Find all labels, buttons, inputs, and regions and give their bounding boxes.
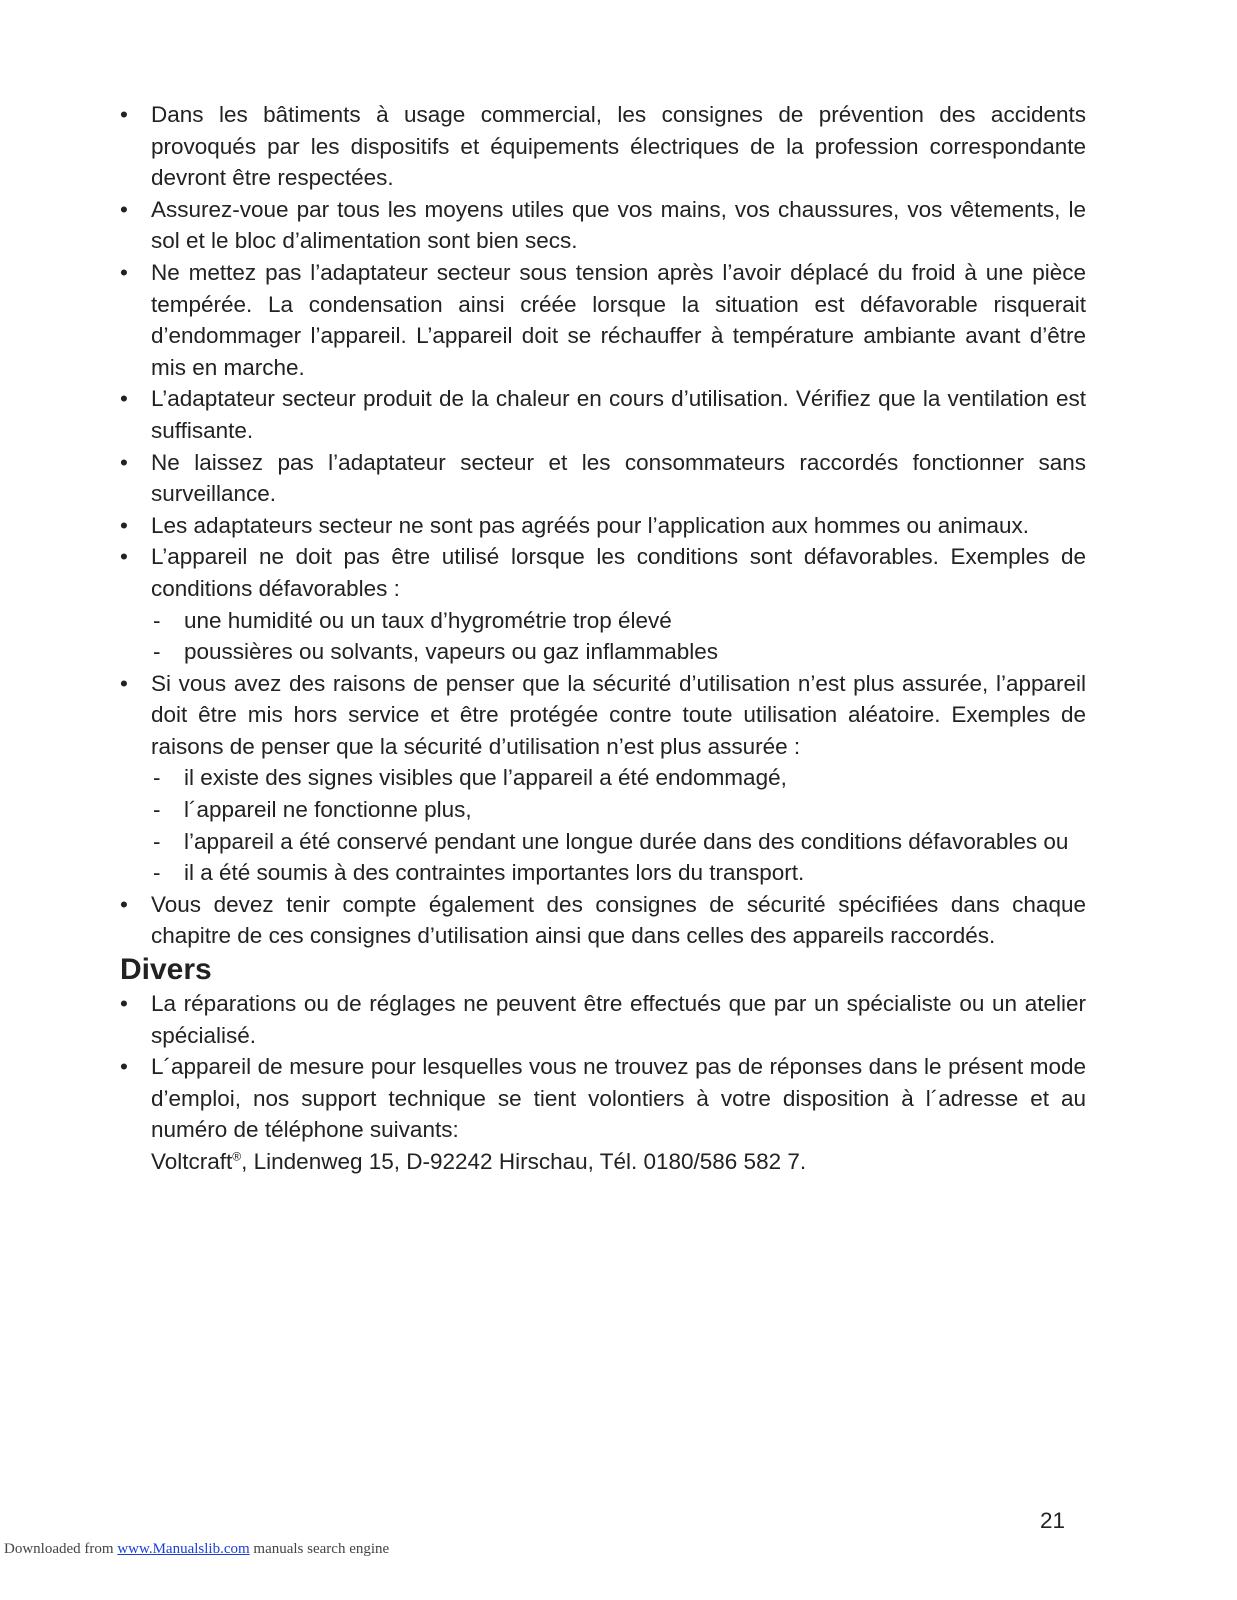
safety-item: • Assurez-voue par tous les moyens utiles que vos mains, vos chaussures, vos vêtements, le sol et le bloc d’alimentation sont bien secs. xyxy=(118,194,1086,257)
safety-item: • Les adaptateurs secteur ne sont pas agréés pour l’application aux hommes ou animaux. xyxy=(118,510,1086,542)
out-of-service-intro: • Si vous avez des raisons de penser que la sécurité d’utilisation n’est plus assurée, l’appareil doit être mis hors service et être protégée contre toute utilisation aléatoire. Exemples de raisons de penser que la sécurité d’utilisation n’est plus assurée : xyxy=(151,670,1086,759)
divers-list xyxy=(118,988,1086,1178)
safety-item: • Vous devez tenir compte également des consignes de sécurité spécifiées dans chaque chapitre de ces consignes d’utilisation ainsi que dans celles des appareils raccordés. xyxy=(118,889,1086,952)
contact-address: , Lindenweg 15, D-92242 Hirschau, Tél. 0180/586 582 7. xyxy=(241,1149,807,1174)
condition-subitem: - poussières ou solvants, vapeurs ou gaz inflammables xyxy=(151,636,1086,668)
out-of-service-sublist xyxy=(151,762,1086,888)
out-of-service-item xyxy=(118,668,1086,889)
safety-list xyxy=(118,99,1086,952)
footer-suffix: manuals search engine xyxy=(249,1541,390,1557)
brand-name: Voltcraft xyxy=(151,1149,233,1174)
condition-subitem: - une humidité ou un taux d’hygrométrie trop élevé xyxy=(151,605,1086,637)
safety-item: • Dans les bâtiments à usage commercial, les consignes de prévention des accidents provoqués par les dispositifs et équipements électriques de la profession correspondante devront être respectées. xyxy=(118,99,1086,194)
conditions-intro: • L’appareil ne doit pas être utilisé lorsque les conditions sont défavorables. Exemples de conditions défavorables : xyxy=(151,544,1086,601)
reason-subitem: - il existe des signes visibles que l’appareil a été endommagé, xyxy=(151,762,1086,794)
safety-item: • Ne mettez pas l’adaptateur secteur sous tension après l’avoir déplacé du froid à une pièce tempérée. La condensation ainsi créée lorsque la situation est défavorable risquerait d’endommager l’appareil. L’appareil doit se réchauffer à température ambiante avant d’être mis en marche. xyxy=(118,257,1086,383)
reason-subitem: - l’appareil a été conservé pendant une longue durée dans des conditions défavorables ou xyxy=(151,826,1086,858)
divers-item xyxy=(118,1051,1086,1177)
conditions-item xyxy=(118,541,1086,667)
safety-item: • Ne laissez pas l’adaptateur secteur et les consommateurs raccordés fonctionner sans surveillance. xyxy=(118,447,1086,510)
divers-item-text: L´appareil de mesure pour lesquelles vous ne trouvez pas de réponses dans le présent mode d’emploi, nos support technique se tient volontiers à votre disposition à l´adresse et au numéro de téléphone suivants: xyxy=(151,1054,1086,1143)
footer xyxy=(4,1541,389,1558)
contact-line xyxy=(151,1146,1086,1178)
registered-mark: ® xyxy=(232,1149,242,1164)
conditions-sublist xyxy=(151,605,1086,668)
section-heading-divers: Divers xyxy=(120,953,212,987)
reason-subitem: - il a été soumis à des contraintes importantes lors du transport. xyxy=(151,857,1086,889)
footer-prefix: Downloaded from xyxy=(4,1541,118,1557)
page-content xyxy=(118,99,1086,1178)
footer-link[interactable]: www.Manualslib.com xyxy=(117,1541,250,1557)
page-number: 21 xyxy=(1040,1508,1066,1533)
safety-item: • L’adaptateur secteur produit de la chaleur en cours d’utilisation. Vérifiez que la ventilation est suffisante. xyxy=(118,383,1086,446)
reason-subitem: - l´appareil ne fonctionne plus, xyxy=(151,794,1086,826)
divers-item: • La réparations ou de réglages ne peuvent être effectués que par un spécialiste ou un atelier spécialisé. xyxy=(118,988,1086,1051)
